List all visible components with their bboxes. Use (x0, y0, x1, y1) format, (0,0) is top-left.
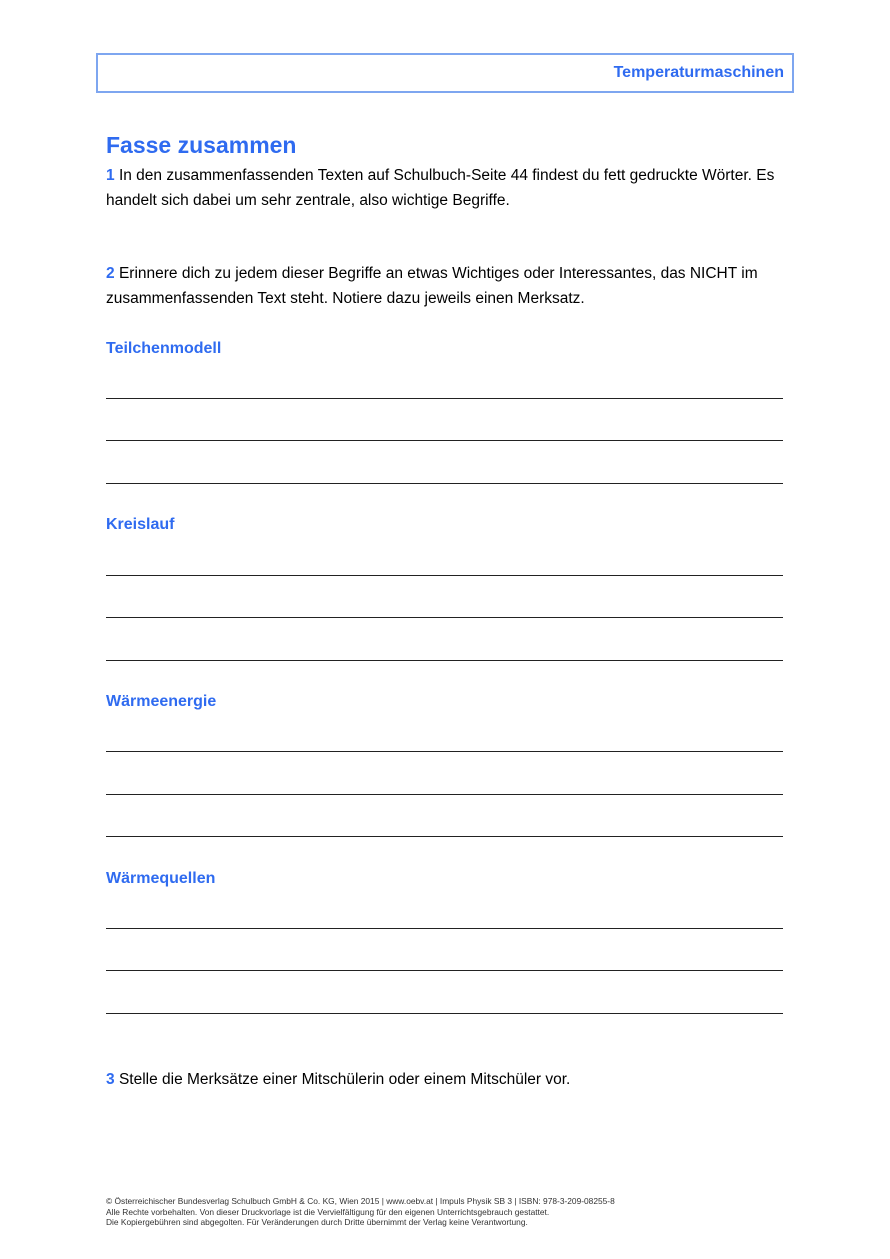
task-1 (106, 163, 796, 213)
task-text: Stelle die Merksätze einer Mitschülerin oder einem Mitschüler vor. (118, 1071, 571, 1088)
task-3 (106, 1067, 796, 1092)
task-number: 1 (106, 167, 115, 184)
task-number: 3 (106, 1071, 115, 1088)
writing-line[interactable] (106, 398, 783, 399)
page-title: Fasse zusammen (106, 132, 297, 158)
writing-line[interactable] (106, 660, 783, 661)
writing-line[interactable] (106, 483, 783, 484)
writing-line[interactable] (106, 440, 783, 441)
writing-line[interactable] (106, 794, 783, 795)
section-heading-waermequellen: Wärmequellen (106, 870, 216, 887)
writing-line[interactable] (106, 575, 783, 576)
writing-line[interactable] (106, 617, 783, 618)
writing-line[interactable] (106, 836, 783, 837)
footer-rights: Alle Rechte vorbehalten. Von dieser Druckvorlage ist die Vervielfältigung für den eigenen Unterrichtsgebrauch gestattet. (106, 1206, 550, 1217)
task-text: Erinnere dich zu jedem dieser Begriffe an etwas Wichtiges oder Interessantes, das NICHT im zusammenfassenden Text steht. Notiere dazu jeweils einen Merksatz. (106, 265, 758, 307)
writing-line[interactable] (106, 928, 783, 929)
writing-line[interactable] (106, 751, 783, 752)
header-box (96, 53, 794, 93)
section-heading-teilchenmodell: Teilchenmodell (106, 340, 222, 357)
task-text: In den zusammenfassenden Texten auf Schulbuch-Seite 44 findest du fett gedruckte Wörter. Es handelt sich dabei um sehr zentrale, also wichtige Begriffe. (106, 167, 775, 209)
footer-disclaimer: Die Kopiergebühren sind abgegolten. Für Veränderungen durch Dritte übernimmt der Verlag keine Verantwortung. (106, 1217, 528, 1227)
section-heading-waermeenergie: Wärmeenergie (106, 693, 217, 710)
writing-line[interactable] (106, 970, 783, 971)
section-heading-kreislauf: Kreislauf (106, 516, 175, 533)
header-title: Temperaturmaschinen (613, 64, 784, 81)
writing-line[interactable] (106, 1013, 783, 1014)
task-2 (106, 261, 796, 311)
task-number: 2 (106, 265, 115, 282)
footer (106, 1196, 615, 1228)
footer-copyright: © Österreichischer Bundesverlag Schulbuch GmbH & Co. KG, Wien 2015 | www.oebv.at | Impuls Physik SB 3 | ISBN: 978-3-209-08255-8 (106, 1196, 615, 1206)
